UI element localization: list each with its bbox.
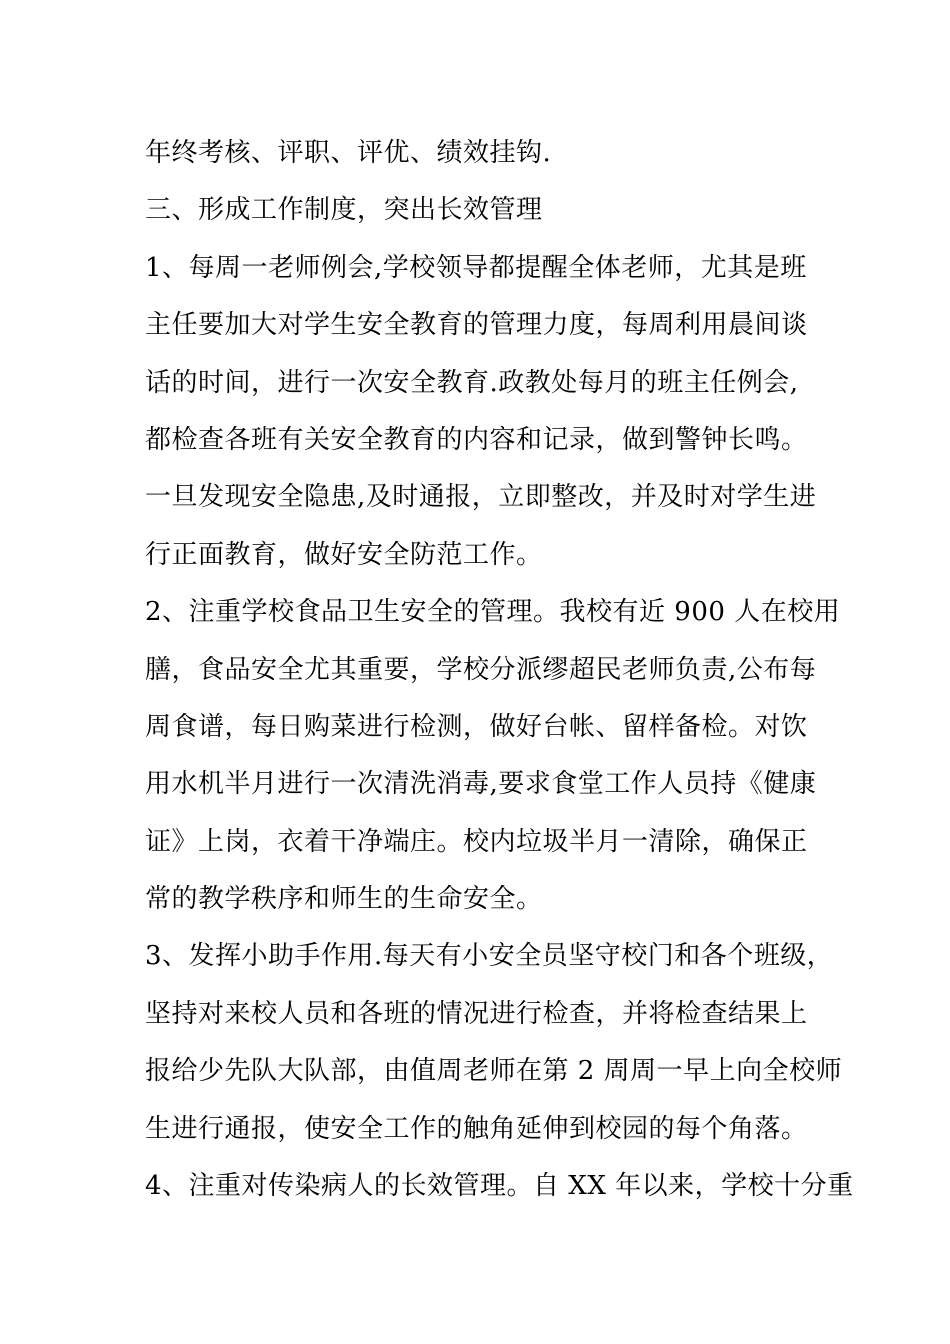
text-line: 4、注重对传染病人的长效管理。自 XX 年以来，学校十分重 (145, 1171, 854, 1202)
text-line: 膳，食品安全尤其重要，学校分派缪超民老师负责,公布每 (145, 654, 817, 685)
text-line: 坚持对来校人员和各班的情况进行检查，并将检查结果上 (145, 998, 808, 1029)
document-body (145, 125, 854, 1215)
section-heading: 三、形成工作制度，突出长效管理 (145, 195, 543, 226)
text-line: 证》上岗，衣着干净端庄。校内垃圾半月一清除，确保正 (145, 826, 808, 857)
text-line: 一旦发现安全隐患,及时通报，立即整改，并及时对学生进 (145, 482, 817, 513)
text-line: 3、发挥小助手作用.每天有小安全员坚守校门和各个班级， (145, 941, 834, 972)
text-line: 生进行通报，使安全工作的触角延伸到校园的每个角落。 (145, 1113, 808, 1144)
text-line: 用水机半月进行一次清洗消毒,要求食堂工作人员持《健康 (145, 769, 817, 800)
text-line: 常的教学秩序和师生的生命安全。 (145, 884, 543, 915)
text-line: 报给少先队大队部，由值周老师在第 2 周周一早上向全校师 (145, 1056, 843, 1087)
text-line: 1、每周一老师例会,学校领导都提醒全体老师，尤其是班 (145, 252, 807, 283)
text-line: 年终考核、评职、评优、绩效挂钩. (145, 138, 552, 168)
text-line: 都检查各班有关安全教育的内容和记录，做到警钟长鸣。 (145, 424, 808, 455)
text-line: 主任要加大对学生安全教育的管理力度，每周利用晨间谈 (145, 310, 808, 341)
text-line: 话的时间，进行一次安全教育.政教处每月的班主任例会, (145, 367, 799, 398)
text-line: 周食谱，每日购菜进行检测，做好台帐、留样备检。对饮 (145, 711, 808, 742)
text-line: 行正面教育，做好安全防范工作。 (145, 539, 543, 570)
text-line: 2、注重学校食品卫生安全的管理。我校有近 900 人在校用 (145, 597, 841, 628)
